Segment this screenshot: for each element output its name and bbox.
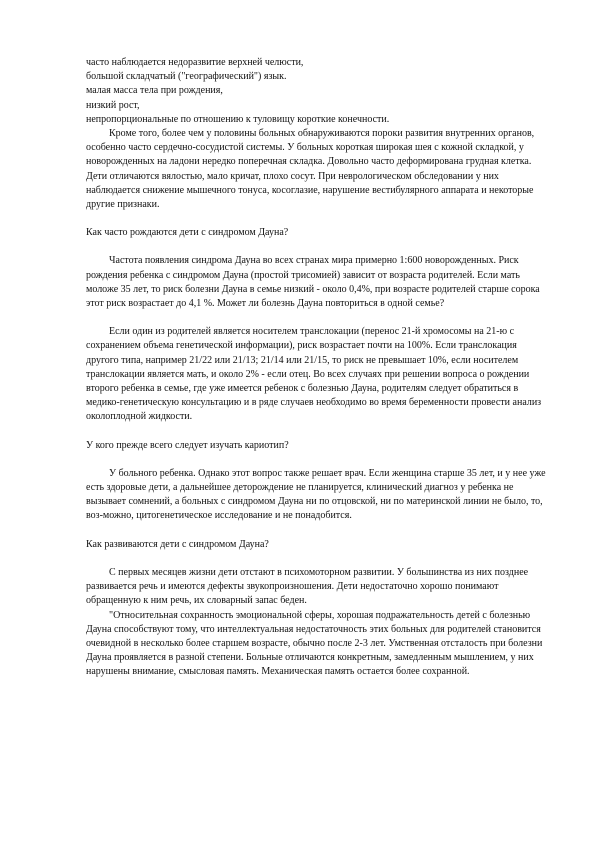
document-body <box>86 56 548 680</box>
paragraph-7: Частота появления синдрома Дауна во всех странах мира примерно 1:600 новорожденных. Риск рождения ребенка с синдромом Дауна (простой трисомией) зависит от возраста родителей. Если мать моложе 35 лет, то риск болезни Дауна в семье низкий - около 0,4%, при возрасте родителей старше сорока этот риск возрастает до 4,1 %. Может ли болезнь Дауна повториться в одной семье? <box>86 255 540 310</box>
section-question-2: У кого прежде всего следует изучать кариотип? <box>86 439 289 451</box>
section-question-3: Как развиваются дети с синдромом Дауна? <box>86 538 269 550</box>
paragraph-10: С первых месяцев жизни дети отстают в психомоторном развитии. У большинства из них позднее развивается речь и имеются дефекты звукопроизношения. Дети недостаточно хорошо понимают обращенную к ним речь, их словарный запас беден. <box>86 566 529 607</box>
paragraph-11: "Относительная сохранность эмоциональной сферы, хорошая подражательность детей с болезнью Дауна способствуют тому, что интеллектуальная недостаточность этих больных для родителей становится очевидной в несколько более старшем возрасте, обычно после 2-3 лет. Умственная отсталость при болезни Дауна проявляется в разной степени. Больные отличаются конкретным, замедленным мышлением, у них нарушены внимание, смысловая память. Механическая память остается более сохранной. <box>86 609 543 678</box>
paragraph-3: малая масса тела при рождения, <box>86 85 223 97</box>
paragraph-gap <box>86 311 548 325</box>
paragraph-5: непропорциональные по отношению к туловищу короткие конечности. <box>86 113 390 125</box>
paragraph-9: У больного ребенка. Однако этот вопрос также решает врач. Если женщина старше 35 лет, и у нее уже есть здоровые дети, а дальнейшее деторождение не планируется, клинический диагноз у ребенка не вызывает сомнений, а больных с синдромом Дауна ни по отцовской, ни по материнской линии не было, то, воз-можно, цитогенетическое исследование и не понадобится. <box>86 467 546 522</box>
paragraph-4: низкий рост, <box>86 99 140 111</box>
section-question-1: Как часто рождаются дети с синдромом Дауна? <box>86 227 289 239</box>
paragraph-6: Кроме того, более чем у половины больных обнаруживаются пороки развития внутренних органов, особенно часто сердечно-сосудистой системы. У больных короткая широкая шея с кожной складкой, у новорожденных на ладони нередко поперечная складка. Довольно часто деформирована грудная клетка. Дети отличаются вялостью, мало кричат, плохо сосут. При неврологическом обследовании у них наблюдается снижение мышечного тонуса, косоглазие, нарушение вестибулярного аппарата и некоторые другие признаки. <box>86 128 535 211</box>
paragraph-8: Если один из родителей является носителем транслокации (перенос 21-й хромосомы на 21-ю с сохранением объема генетической информации), риск возрастает почти на 100%. Если транслокация другого типа, например 21/22 или 21/13; 21/14 или 21/15, то риск не превышает 10%, если носителем транслокации является мать, и около 2% - если отец. Во всех случаях при решении вопроса о рождении второго ребенка в семье, где уже имеется ребенок с болезнью Дауна, родителям следует обратиться в медико-генетическую консультацию и в ряде случаев необходимо во время беременности провести анализ околоплодной жидкости. <box>86 326 542 423</box>
paragraph-2: большой складчатый ("географический") язык. <box>86 71 287 83</box>
paragraph-1: часто наблюдается недоразвитие верхней челюсти, <box>86 57 304 68</box>
